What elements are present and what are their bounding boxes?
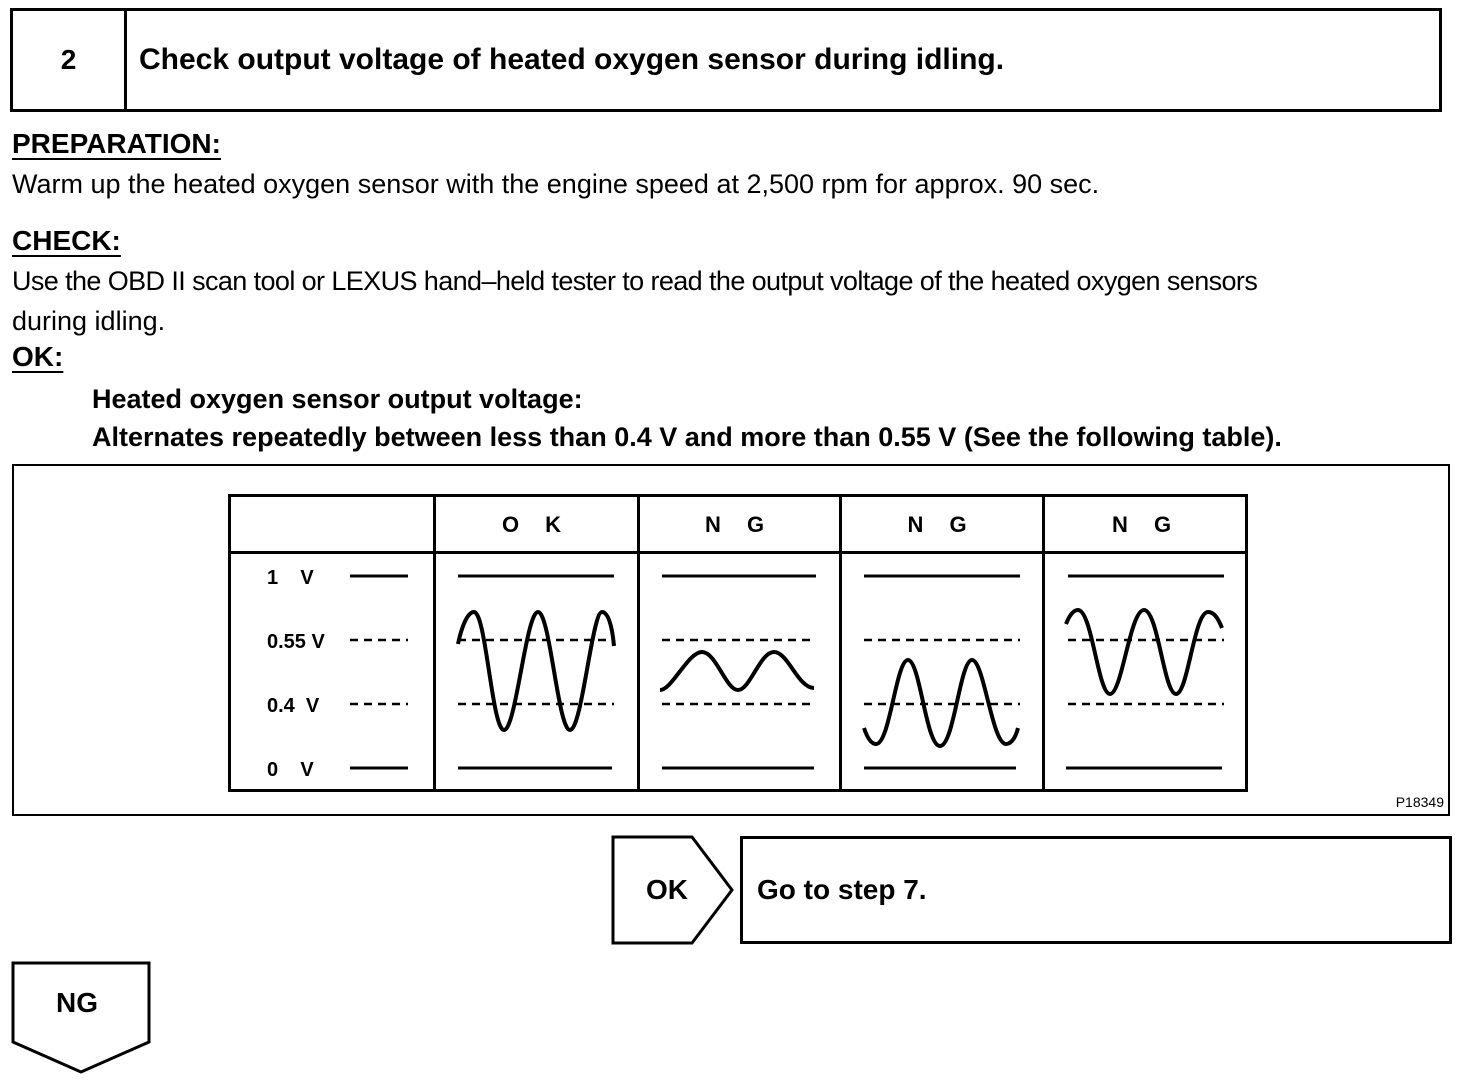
ok-result-text: Go to step 7.	[757, 874, 927, 905]
ok-result-box	[740, 836, 1452, 944]
waveform-ng-1	[660, 652, 814, 690]
column-header-ng-3: N G	[1111, 512, 1182, 537]
column-header-ng-1: N G	[704, 512, 775, 537]
step-number: 2	[13, 11, 127, 109]
waveform-ng-3	[1066, 610, 1222, 694]
check-text-line2: during idling.	[12, 306, 166, 336]
ng-tab-label: NG	[56, 987, 98, 1018]
ok-spec-line2: Alternates repeatedly between less than 0.4 V and more than 0.55 V (See the following table).	[92, 422, 1282, 452]
voltage-label-04v: 0.4 V	[267, 695, 320, 717]
voltage-label-0v: 0 V	[267, 759, 314, 781]
waveform-ok	[458, 612, 614, 730]
check-text-line1: Use the OBD II scan tool or LEXUS hand–held tester to read the output voltage of the heated oxygen sensors	[12, 266, 1258, 296]
check-heading: CHECK:	[12, 225, 121, 256]
voltage-label-1v: 1 V	[267, 567, 314, 589]
figure-code: P18349	[1395, 794, 1444, 810]
column-header-ok: O K	[501, 512, 572, 537]
ok-heading: OK:	[12, 341, 64, 372]
column-header-ng-2: N G	[907, 512, 977, 537]
step-title: Check output voltage of heated oxygen sensor during idling.	[139, 43, 1005, 76]
voltage-label-055v: 0.55 V	[267, 631, 325, 653]
preparation-text: Warm up the heated oxygen sensor with the engine speed at 2,500 rpm for approx. 90 sec.	[12, 169, 1100, 199]
preparation-heading: PREPARATION:	[12, 128, 221, 159]
ok-tab-label: OK	[646, 874, 688, 905]
ok-spec-line1: Heated oxygen sensor output voltage:	[92, 384, 583, 414]
